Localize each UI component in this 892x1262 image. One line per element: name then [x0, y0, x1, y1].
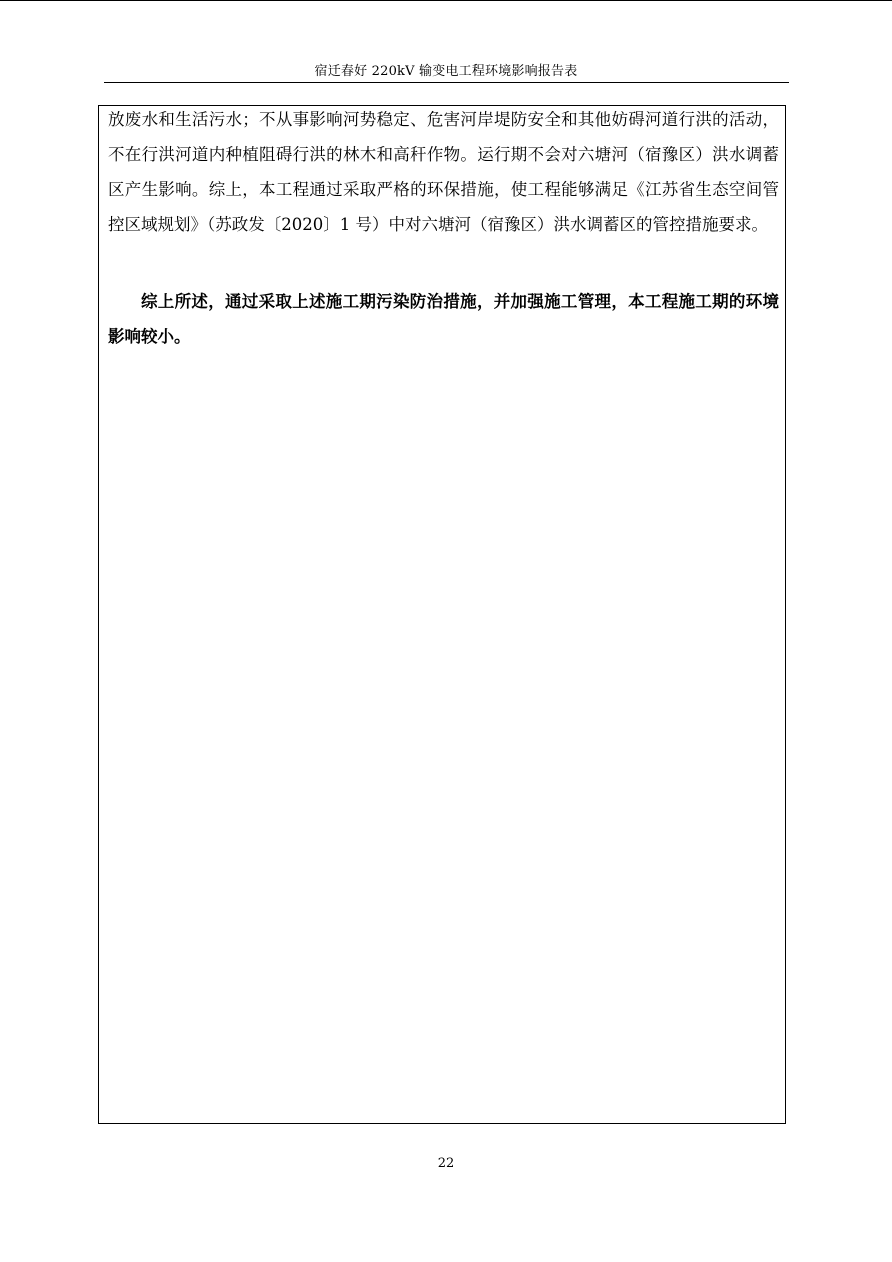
body-paragraph: 放废水和生活污水；不从事影响河势稳定、危害河岸堤防安全和其他妨碍河道行洪的活动，不在行洪河道内种植阻碍行洪的林木和高秆作物。运行期不会对六塘河（宿豫区）洪水调蓄区产生影响。综上，本工程通过采取严格的环保措施，使工程能够满足《江苏省生态空间管控区域规划》（苏政发〔2020〕1 号）中对六塘河（宿豫区）洪水调蓄区的管控措施要求。 — [108, 110, 779, 234]
page-top-edge — [0, 0, 892, 1]
page-header-title: 宿迁春好 220kV 输变电工程环境影响报告表 — [314, 64, 578, 79]
header-divider — [104, 82, 789, 83]
content-table-cell — [98, 105, 786, 1124]
conclusion-paragraph: 综上所述，通过采取上述施工期污染防治措施，并加强施工管理，本工程施工期的环境影响较小。 — [108, 292, 779, 346]
page-number: 22 — [437, 1156, 455, 1171]
